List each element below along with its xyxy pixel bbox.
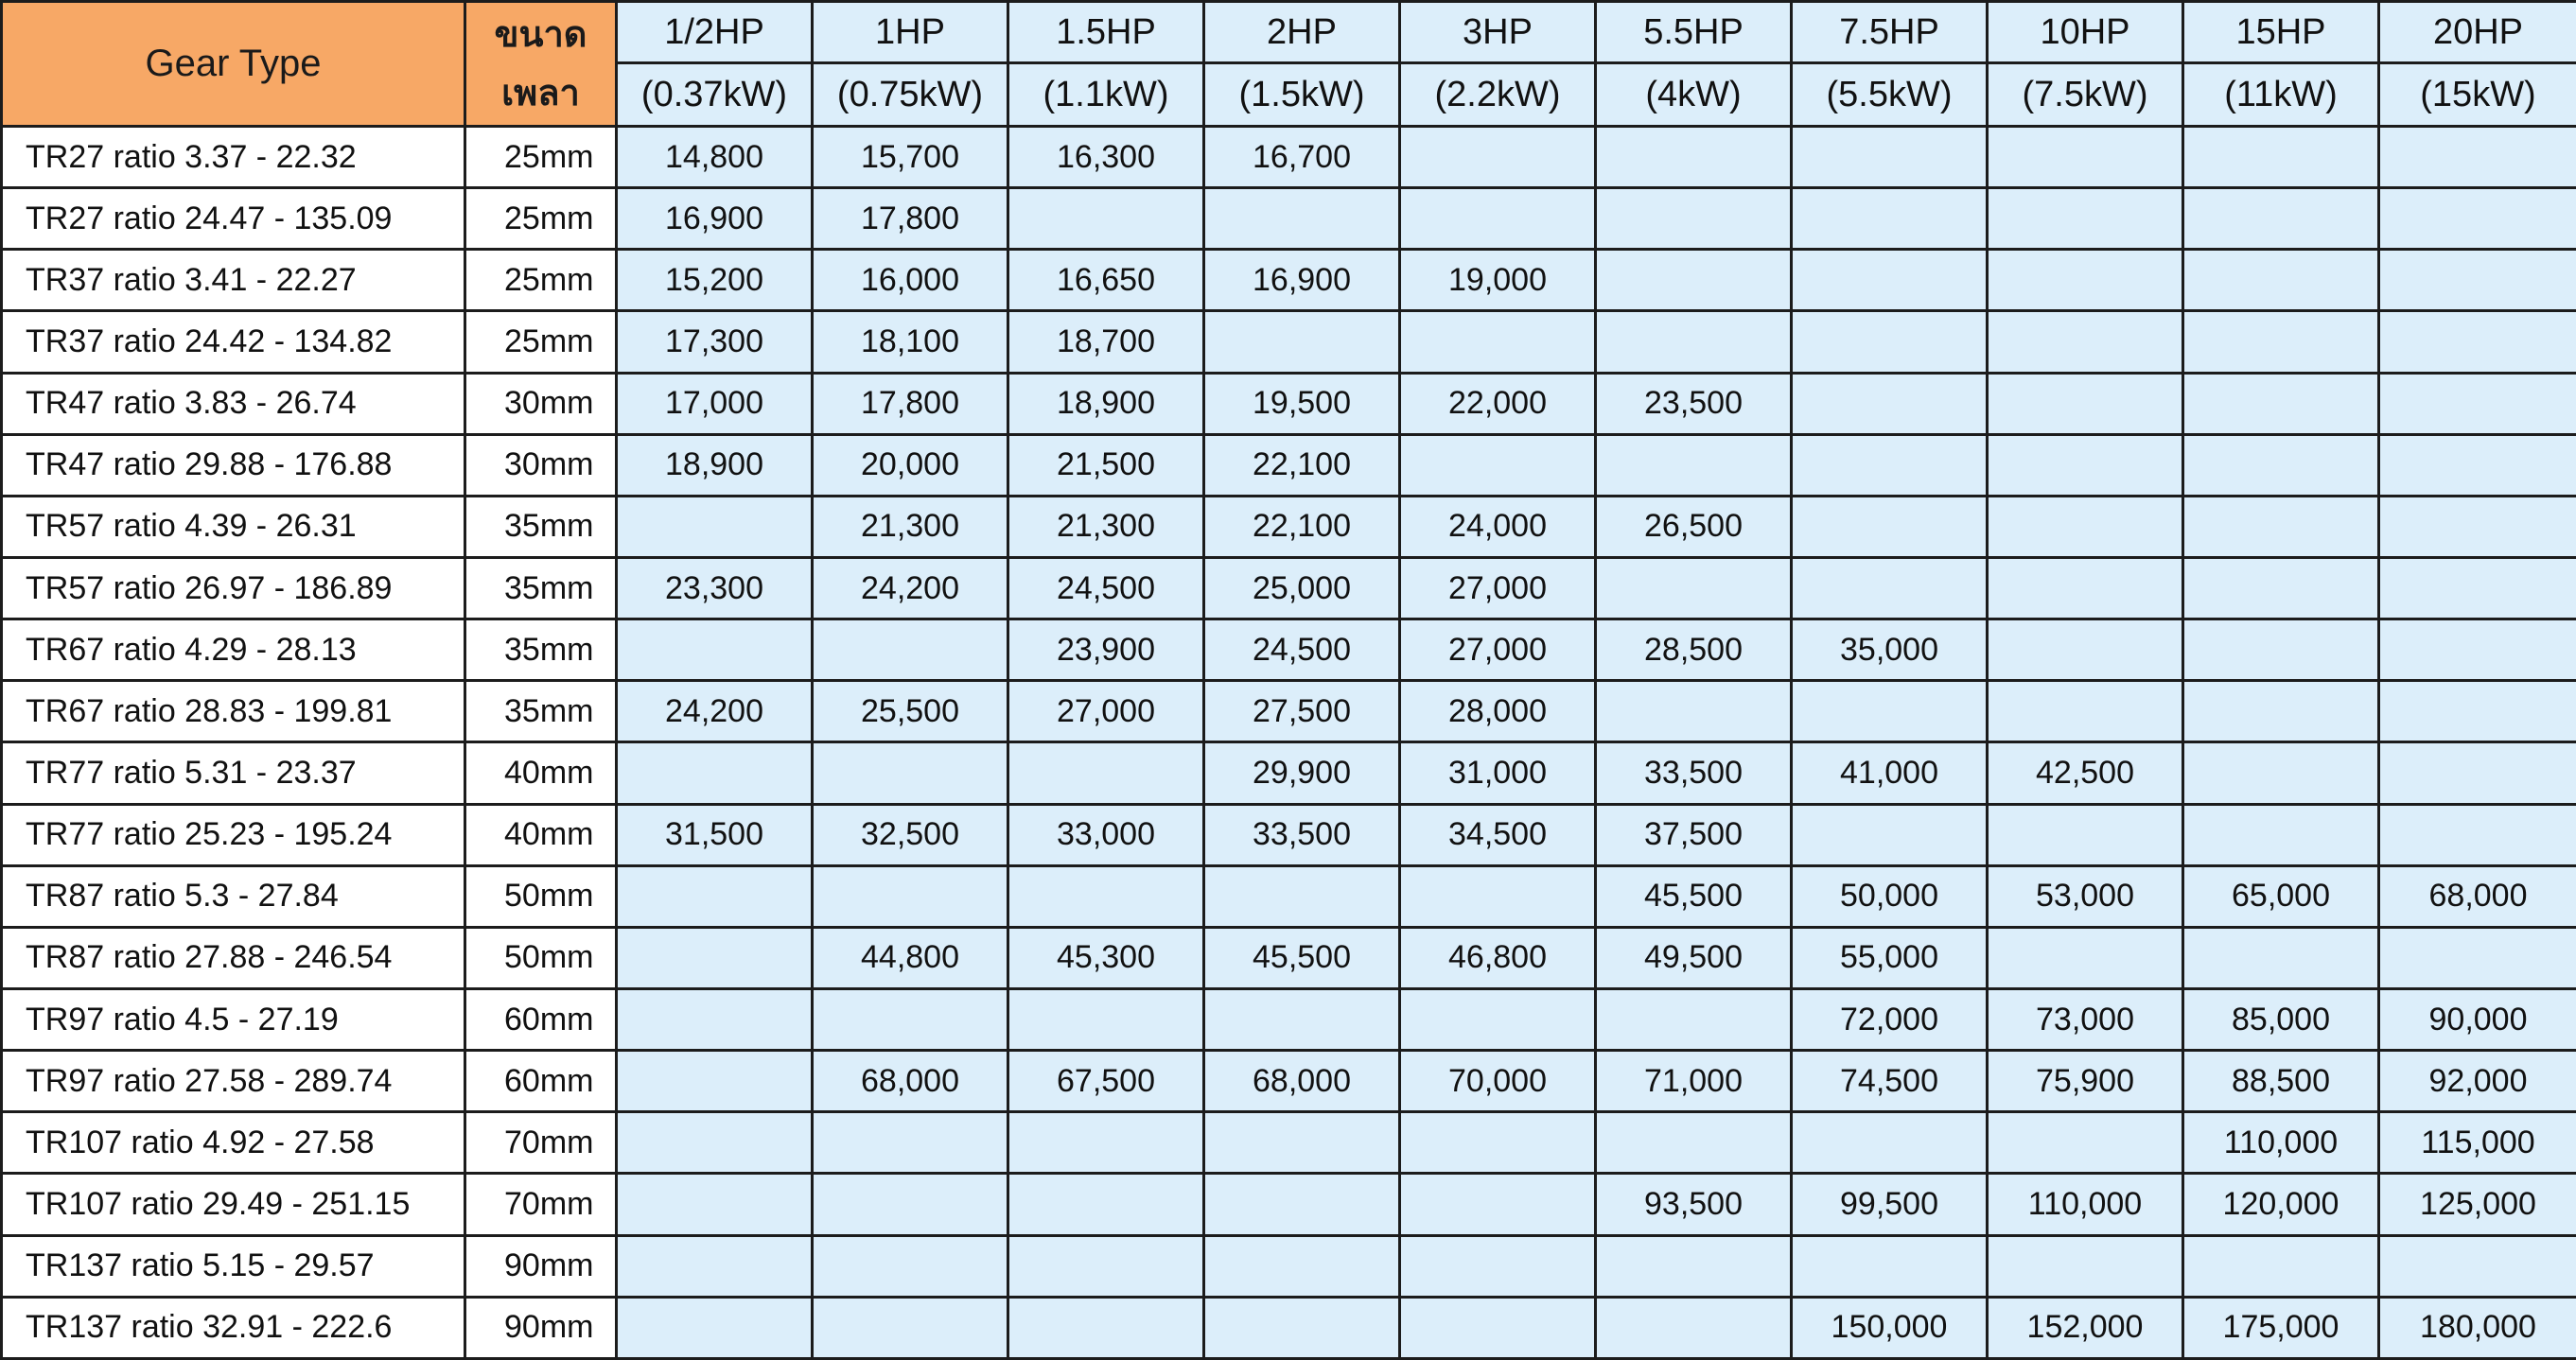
- kw-header: (4kW): [1596, 63, 1792, 127]
- price-cell: 72,000: [1792, 988, 1988, 1050]
- table-row: [2, 557, 2576, 619]
- price-cell: 35,000: [1792, 619, 1988, 681]
- price-cell: 110,000: [1988, 1174, 2183, 1235]
- price-cell: [1400, 865, 1596, 927]
- price-cell: [1204, 1174, 1400, 1235]
- price-cell: 152,000: [1988, 1297, 2183, 1358]
- price-cell: 24,200: [617, 681, 813, 742]
- price-cell: 85,000: [2183, 988, 2379, 1050]
- shaft-size-cell: 50mm: [465, 927, 617, 988]
- price-cell: 68,000: [813, 1051, 1008, 1112]
- price-cell: 24,000: [1400, 496, 1596, 557]
- price-cell: [2379, 557, 2576, 619]
- price-cell: 33,000: [1008, 804, 1204, 865]
- hp-header: 1/2HP: [617, 2, 813, 63]
- price-cell: 31,000: [1400, 742, 1596, 804]
- shaft-header-line1: ขนาด: [495, 15, 587, 55]
- price-cell: 24,500: [1204, 619, 1400, 681]
- price-cell: 120,000: [2183, 1174, 2379, 1235]
- price-cell: [1988, 373, 2183, 434]
- table-row: [2, 927, 2576, 988]
- price-cell: [1792, 804, 1988, 865]
- price-cell: [1596, 681, 1792, 742]
- price-cell: 16,650: [1008, 250, 1204, 311]
- price-cell: [1792, 557, 1988, 619]
- price-cell: [1988, 619, 2183, 681]
- price-cell: 93,500: [1596, 1174, 1792, 1235]
- price-cell: [1596, 434, 1792, 496]
- price-cell: [1792, 127, 1988, 188]
- shaft-size-cell: 35mm: [465, 496, 617, 557]
- price-cell: [2379, 127, 2576, 188]
- price-cell: [617, 619, 813, 681]
- gear-type-cell: TR57 ratio 4.39 - 26.31: [2, 496, 465, 557]
- kw-header: (7.5kW): [1988, 63, 2183, 127]
- shaft-size-cell: 25mm: [465, 188, 617, 250]
- price-cell: 70,000: [1400, 1051, 1596, 1112]
- table-row: [2, 188, 2576, 250]
- table-row: [2, 1297, 2576, 1358]
- price-cell: 49,500: [1596, 927, 1792, 988]
- price-cell: [1988, 496, 2183, 557]
- price-cell: 23,900: [1008, 619, 1204, 681]
- price-cell: [1988, 557, 2183, 619]
- hp-header: 2HP: [1204, 2, 1400, 63]
- price-cell: [617, 927, 813, 988]
- price-cell: [617, 1112, 813, 1174]
- price-cell: [1204, 1112, 1400, 1174]
- price-cell: 175,000: [2183, 1297, 2379, 1358]
- price-cell: 90,000: [2379, 988, 2576, 1050]
- price-cell: [1596, 1235, 1792, 1297]
- price-cell: [2183, 434, 2379, 496]
- gear-type-cell: TR37 ratio 24.42 - 134.82: [2, 311, 465, 373]
- shaft-size-cell: 35mm: [465, 557, 617, 619]
- price-cell: 42,500: [1988, 742, 2183, 804]
- price-cell: 17,800: [813, 373, 1008, 434]
- price-cell: 17,000: [617, 373, 813, 434]
- price-cell: [813, 1174, 1008, 1235]
- price-cell: [1596, 988, 1792, 1050]
- price-cell: [1204, 988, 1400, 1050]
- price-cell: 74,500: [1792, 1051, 1988, 1112]
- table-row: [2, 742, 2576, 804]
- price-cell: 23,500: [1596, 373, 1792, 434]
- price-cell: 16,000: [813, 250, 1008, 311]
- price-cell: 19,500: [1204, 373, 1400, 434]
- gear-type-cell: TR27 ratio 24.47 - 135.09: [2, 188, 465, 250]
- price-cell: 50,000: [1792, 865, 1988, 927]
- price-cell: 27,000: [1008, 681, 1204, 742]
- price-cell: [617, 496, 813, 557]
- hp-header: 7.5HP: [1792, 2, 1988, 63]
- price-cell: [813, 619, 1008, 681]
- shaft-size-header: [465, 2, 617, 127]
- price-cell: 33,500: [1204, 804, 1400, 865]
- price-cell: 25,000: [1204, 557, 1400, 619]
- price-cell: [2183, 681, 2379, 742]
- gear-type-cell: TR97 ratio 4.5 - 27.19: [2, 988, 465, 1050]
- price-cell: 115,000: [2379, 1112, 2576, 1174]
- gear-type-cell: TR77 ratio 25.23 - 195.24: [2, 804, 465, 865]
- kw-header: (11kW): [2183, 63, 2379, 127]
- price-cell: 34,500: [1400, 804, 1596, 865]
- price-cell: [2379, 681, 2576, 742]
- price-cell: [1988, 434, 2183, 496]
- price-cell: 16,300: [1008, 127, 1204, 188]
- table-row: [2, 250, 2576, 311]
- table-row: [2, 804, 2576, 865]
- price-cell: 110,000: [2183, 1112, 2379, 1174]
- price-cell: 41,000: [1792, 742, 1988, 804]
- price-cell: 24,500: [1008, 557, 1204, 619]
- price-cell: [617, 1174, 813, 1235]
- price-cell: [2379, 311, 2576, 373]
- price-cell: [1596, 557, 1792, 619]
- shaft-header-line2: เพลา: [501, 74, 580, 113]
- price-cell: [2183, 373, 2379, 434]
- shaft-size-cell: 60mm: [465, 1051, 617, 1112]
- price-cell: [617, 1051, 813, 1112]
- price-cell: [2379, 373, 2576, 434]
- price-cell: [617, 1235, 813, 1297]
- price-cell: 28,000: [1400, 681, 1596, 742]
- price-cell: 22,000: [1400, 373, 1596, 434]
- shaft-size-cell: 25mm: [465, 311, 617, 373]
- hp-header: 1.5HP: [1008, 2, 1204, 63]
- gear-type-cell: TR97 ratio 27.58 - 289.74: [2, 1051, 465, 1112]
- price-cell: [1988, 1112, 2183, 1174]
- price-cell: [2183, 557, 2379, 619]
- price-cell: 37,500: [1596, 804, 1792, 865]
- price-cell: 23,300: [617, 557, 813, 619]
- gear-type-cell: TR107 ratio 29.49 - 251.15: [2, 1174, 465, 1235]
- price-cell: [1988, 681, 2183, 742]
- shaft-size-cell: 30mm: [465, 434, 617, 496]
- price-cell: [2183, 619, 2379, 681]
- price-cell: [1008, 988, 1204, 1050]
- price-cell: [1988, 311, 2183, 373]
- price-cell: 25,500: [813, 681, 1008, 742]
- price-cell: [1596, 127, 1792, 188]
- price-cell: [2379, 742, 2576, 804]
- price-cell: [1400, 988, 1596, 1050]
- price-cell: [1204, 311, 1400, 373]
- price-cell: [1792, 496, 1988, 557]
- table-row: [2, 434, 2576, 496]
- price-cell: [1988, 927, 2183, 988]
- price-cell: [1988, 127, 2183, 188]
- shaft-size-cell: 60mm: [465, 988, 617, 1050]
- price-cell: [1792, 373, 1988, 434]
- price-cell: [1204, 1297, 1400, 1358]
- price-cell: 33,500: [1596, 742, 1792, 804]
- price-cell: [1596, 1297, 1792, 1358]
- price-cell: [2183, 311, 2379, 373]
- price-cell: [1596, 188, 1792, 250]
- table-row: [2, 1112, 2576, 1174]
- shaft-size-cell: 25mm: [465, 127, 617, 188]
- kw-header: (5.5kW): [1792, 63, 1988, 127]
- price-cell: [1792, 250, 1988, 311]
- price-cell: [2379, 1235, 2576, 1297]
- price-cell: [617, 1297, 813, 1358]
- hp-header: 20HP: [2379, 2, 2576, 63]
- kw-header: (1.5kW): [1204, 63, 1400, 127]
- price-cell: [1596, 250, 1792, 311]
- price-cell: 99,500: [1792, 1174, 1988, 1235]
- price-cell: 18,100: [813, 311, 1008, 373]
- shaft-size-cell: 30mm: [465, 373, 617, 434]
- shaft-size-cell: 50mm: [465, 865, 617, 927]
- shaft-size-cell: 35mm: [465, 619, 617, 681]
- price-cell: [2183, 1235, 2379, 1297]
- price-cell: [1400, 1112, 1596, 1174]
- price-cell: 21,300: [1008, 496, 1204, 557]
- hp-header: 5.5HP: [1596, 2, 1792, 63]
- price-cell: [1792, 1235, 1988, 1297]
- price-cell: 18,700: [1008, 311, 1204, 373]
- price-cell: [2379, 496, 2576, 557]
- price-cell: [1008, 188, 1204, 250]
- price-cell: [1008, 865, 1204, 927]
- price-cell: [2183, 188, 2379, 250]
- price-cell: [617, 865, 813, 927]
- price-cell: [2183, 804, 2379, 865]
- gear-type-header: Gear Type: [2, 2, 465, 127]
- price-cell: 15,700: [813, 127, 1008, 188]
- price-cell: [1204, 865, 1400, 927]
- gear-type-cell: TR77 ratio 5.31 - 23.37: [2, 742, 465, 804]
- header-row-hp: [2, 2, 2576, 63]
- price-cell: [1008, 1112, 1204, 1174]
- price-cell: 150,000: [1792, 1297, 1988, 1358]
- price-cell: 92,000: [2379, 1051, 2576, 1112]
- price-cell: [1988, 804, 2183, 865]
- shaft-size-cell: 90mm: [465, 1297, 617, 1358]
- table-row: [2, 619, 2576, 681]
- price-cell: [1400, 1235, 1596, 1297]
- price-cell: [1204, 1235, 1400, 1297]
- price-cell: 32,500: [813, 804, 1008, 865]
- table-row: [2, 681, 2576, 742]
- price-cell: [813, 1112, 1008, 1174]
- price-cell: 16,900: [1204, 250, 1400, 311]
- price-cell: [1008, 1235, 1204, 1297]
- price-cell: 17,800: [813, 188, 1008, 250]
- price-cell: [1596, 311, 1792, 373]
- price-cell: [813, 1235, 1008, 1297]
- price-cell: [1400, 311, 1596, 373]
- gear-type-cell: TR47 ratio 29.88 - 176.88: [2, 434, 465, 496]
- price-cell: 125,000: [2379, 1174, 2576, 1235]
- kw-header: (15kW): [2379, 63, 2576, 127]
- price-cell: 27,500: [1204, 681, 1400, 742]
- price-cell: [1988, 188, 2183, 250]
- price-cell: [2379, 927, 2576, 988]
- gear-type-cell: TR27 ratio 3.37 - 22.32: [2, 127, 465, 188]
- hp-header: 15HP: [2183, 2, 2379, 63]
- gear-type-cell: TR67 ratio 28.83 - 199.81: [2, 681, 465, 742]
- price-cell: [2183, 496, 2379, 557]
- table-row: [2, 496, 2576, 557]
- price-cell: [1204, 188, 1400, 250]
- price-cell: 29,900: [1204, 742, 1400, 804]
- price-cell: [813, 865, 1008, 927]
- price-cell: [2379, 188, 2576, 250]
- shaft-size-cell: 35mm: [465, 681, 617, 742]
- kw-header: (2.2kW): [1400, 63, 1596, 127]
- price-cell: 45,500: [1596, 865, 1792, 927]
- gear-type-cell: TR137 ratio 5.15 - 29.57: [2, 1235, 465, 1297]
- kw-header: (0.75kW): [813, 63, 1008, 127]
- price-cell: [2379, 804, 2576, 865]
- price-cell: 27,000: [1400, 619, 1596, 681]
- price-cell: [813, 1297, 1008, 1358]
- table-row: [2, 127, 2576, 188]
- price-cell: [1008, 1174, 1204, 1235]
- price-cell: 68,000: [1204, 1051, 1400, 1112]
- price-cell: 20,000: [813, 434, 1008, 496]
- price-cell: [1400, 1297, 1596, 1358]
- price-cell: [617, 742, 813, 804]
- table-row: [2, 1174, 2576, 1235]
- price-cell: 55,000: [1792, 927, 1988, 988]
- price-cell: 67,500: [1008, 1051, 1204, 1112]
- price-cell: 180,000: [2379, 1297, 2576, 1358]
- gear-type-cell: TR137 ratio 32.91 - 222.6: [2, 1297, 465, 1358]
- price-cell: 88,500: [2183, 1051, 2379, 1112]
- price-cell: [1792, 188, 1988, 250]
- price-cell: 31,500: [617, 804, 813, 865]
- price-cell: [1988, 250, 2183, 311]
- price-cell: 21,300: [813, 496, 1008, 557]
- price-cell: 14,800: [617, 127, 813, 188]
- shaft-size-cell: 70mm: [465, 1112, 617, 1174]
- table-row: [2, 1235, 2576, 1297]
- price-cell: [1792, 434, 1988, 496]
- price-cell: 53,000: [1988, 865, 2183, 927]
- price-cell: 15,200: [617, 250, 813, 311]
- price-cell: [1792, 1112, 1988, 1174]
- gear-type-cell: TR57 ratio 26.97 - 186.89: [2, 557, 465, 619]
- gear-type-cell: TR87 ratio 27.88 - 246.54: [2, 927, 465, 988]
- shaft-size-cell: 90mm: [465, 1235, 617, 1297]
- hp-header: 3HP: [1400, 2, 1596, 63]
- price-cell: 73,000: [1988, 988, 2183, 1050]
- price-cell: [2183, 927, 2379, 988]
- table-row: [2, 988, 2576, 1050]
- gear-type-cell: TR67 ratio 4.29 - 28.13: [2, 619, 465, 681]
- price-cell: 44,800: [813, 927, 1008, 988]
- price-cell: 24,200: [813, 557, 1008, 619]
- gear-type-cell: TR87 ratio 5.3 - 27.84: [2, 865, 465, 927]
- price-cell: [813, 742, 1008, 804]
- gear-type-cell: TR47 ratio 3.83 - 26.74: [2, 373, 465, 434]
- shaft-size-cell: 40mm: [465, 804, 617, 865]
- price-cell: [2183, 250, 2379, 311]
- price-cell: 71,000: [1596, 1051, 1792, 1112]
- price-cell: [1792, 681, 1988, 742]
- kw-header: (1.1kW): [1008, 63, 1204, 127]
- price-cell: 16,700: [1204, 127, 1400, 188]
- shaft-size-cell: 25mm: [465, 250, 617, 311]
- price-cell: [1988, 1235, 2183, 1297]
- gear-type-cell: TR37 ratio 3.41 - 22.27: [2, 250, 465, 311]
- price-cell: 19,000: [1400, 250, 1596, 311]
- price-cell: 22,100: [1204, 496, 1400, 557]
- price-cell: [2183, 742, 2379, 804]
- hp-header: 10HP: [1988, 2, 2183, 63]
- price-cell: [1400, 1174, 1596, 1235]
- price-cell: [617, 988, 813, 1050]
- price-cell: [1400, 434, 1596, 496]
- table-row: [2, 865, 2576, 927]
- shaft-size-cell: 40mm: [465, 742, 617, 804]
- price-cell: 46,800: [1400, 927, 1596, 988]
- price-cell: 75,900: [1988, 1051, 2183, 1112]
- price-cell: 21,500: [1008, 434, 1204, 496]
- price-cell: 45,300: [1008, 927, 1204, 988]
- price-cell: 65,000: [2183, 865, 2379, 927]
- price-cell: 18,900: [1008, 373, 1204, 434]
- price-cell: 68,000: [2379, 865, 2576, 927]
- price-cell: [2379, 434, 2576, 496]
- price-cell: [2379, 250, 2576, 311]
- price-cell: 45,500: [1204, 927, 1400, 988]
- price-cell: [1400, 127, 1596, 188]
- table-row: [2, 373, 2576, 434]
- price-cell: [1596, 1112, 1792, 1174]
- price-cell: 26,500: [1596, 496, 1792, 557]
- table-row: [2, 1051, 2576, 1112]
- price-cell: [1008, 742, 1204, 804]
- price-cell: [1008, 1297, 1204, 1358]
- price-cell: 16,900: [617, 188, 813, 250]
- gear-type-cell: TR107 ratio 4.92 - 27.58: [2, 1112, 465, 1174]
- shaft-size-cell: 70mm: [465, 1174, 617, 1235]
- price-cell: [813, 988, 1008, 1050]
- price-cell: [1400, 188, 1596, 250]
- table-row: [2, 311, 2576, 373]
- price-cell: 18,900: [617, 434, 813, 496]
- price-cell: [1792, 311, 1988, 373]
- price-cell: [2183, 127, 2379, 188]
- price-cell: 27,000: [1400, 557, 1596, 619]
- price-cell: 17,300: [617, 311, 813, 373]
- price-cell: [2379, 619, 2576, 681]
- price-cell: 22,100: [1204, 434, 1400, 496]
- hp-header: 1HP: [813, 2, 1008, 63]
- kw-header: (0.37kW): [617, 63, 813, 127]
- price-cell: 28,500: [1596, 619, 1792, 681]
